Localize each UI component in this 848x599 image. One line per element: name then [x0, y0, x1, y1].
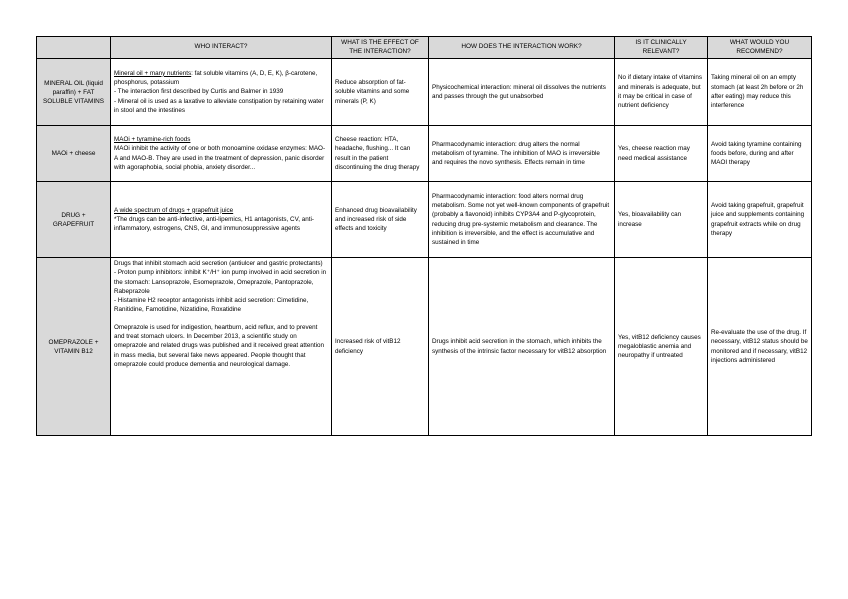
who-line: - Mineral oil is used as a laxative to alleviate constipation by retaining water in stool and the intestines: [114, 97, 324, 114]
who-title: MAOi + tyramine-rich foods: [114, 135, 191, 143]
header-effect: WHAT IS THE EFFECT OF THE INTERACTION?: [332, 37, 429, 59]
recommend-cell: Re-evaluate the use of the drug. If necessary, vitB12 status should be monitored and if necessary, vitB12 injections administered: [708, 258, 812, 436]
who-cell: [111, 126, 332, 182]
recommend-cell: Avoid taking grapefruit, grapefruit juice and supplements containing grapefruit extracts while on drug therapy: [708, 182, 812, 258]
relevant-cell: Yes, bioavailability can increase: [615, 182, 708, 258]
who-line: Drugs that inhibit stomach acid secretion (antiulcer and gastric protectants): [114, 260, 323, 267]
header-row: [37, 37, 812, 59]
who-line: - Proton pump inhibitors: inhibit K⁺/H⁺ ion pump involved in acid secretion in the stomach: Lansoprazole, Esomeprazole, Omeprazole, Pantoprazole, Rabeprazole: [114, 269, 327, 295]
who-line: MAOi inhibit the activity of one or both monoamine oxidase enzymes: MAO-A and MAO-B. They are used in the treatment of depression, panic disorder with agoraphobia, social phobia, anxiety disorder...: [114, 145, 326, 171]
effect-cell: Increased risk of vitB12 deficiency: [332, 258, 429, 436]
who-cell: [111, 182, 332, 258]
relevant-cell: Yes, vitB12 deficiency causes megaloblastic anemia and neuropathy if untreated: [615, 258, 708, 436]
relevant-cell: Yes, cheese reaction may need medical assistance: [615, 126, 708, 182]
who-line: - Histamine H2 receptor antagonists inhibit acid secretion: Cimetidine, Ranitidine, Famotidine, Nizatidine, Roxatidine: [114, 297, 309, 314]
table-row: [37, 126, 812, 182]
who-extra-paragraph: Omeprazole is used for indigestion, heartburn, acid reflux, and to prevent and treat stomach ulcers. In December 2013, a scientific study on omeprazole and related drugs was published and it received great attention in mass media, but several fake news appeared. People thought that omeprazole could produce dementia and neurological damage.: [114, 323, 325, 368]
who-cell: [111, 59, 332, 126]
who-cell: [111, 258, 332, 436]
who-title: Mineral oil + many nutrients: [114, 69, 192, 77]
relevant-cell: No if dietary intake of vitamins and minerals is adequate, but it may be critical in case of nutrient deficiency: [615, 59, 708, 126]
who-title: A wide spectrum of drugs + grapefruit juice: [114, 206, 234, 214]
header-corner-cell: [37, 37, 111, 59]
how-cell: Drugs inhibit acid secretion in the stomach, which inhibits the synthesis of the intrinsic factor necessary for vitB12 absorption: [429, 258, 615, 436]
who-line: : fat soluble vitamins (A, D, E, K), β-carotene, phosphorus, potassium: [114, 69, 318, 87]
row-label: MINERAL OIL (liquid paraffin) + FAT SOLUBLE VITAMINS: [37, 59, 111, 126]
how-cell: Pharmacodynamic interaction: drug alters the normal metabolism of tyramine. The inhibition of MAO is irreversible and requires the novo synthesis. Effects remain in time: [429, 126, 615, 182]
effect-cell: Reduce absorption of fat-soluble vitamins and some minerals (P, K): [332, 59, 429, 126]
who-line: *The drugs can be anti-infective, anti-lipemics, H1 antagonists, CV, anti-inflammatory, estrogens, CNS, GI, and immunosuppressive agents: [114, 215, 314, 233]
row-label: DRUG + GRAPEFRUIT: [37, 182, 111, 258]
header-clinically-relevant: IS IT CLINICALLY RELEVANT?: [615, 37, 708, 59]
row-label: OMEPRAZOLE + VITAMIN B12: [37, 258, 111, 436]
how-cell: Physicochemical interaction: mineral oil dissolves the nutrients and passes through the gut unabsorbed: [429, 59, 615, 126]
table-row: [37, 258, 812, 436]
header-who-interact: WHO INTERACT?: [111, 37, 332, 59]
recommend-cell: Taking mineral oil on an empty stomach (at least 2h before or 2h after eating) may reduce this interference: [708, 59, 812, 126]
table-row: [37, 182, 812, 258]
header-recommendation: WHAT WOULD YOU RECOMMEND?: [708, 37, 812, 59]
who-line: - The interaction first described by Curtis and Balmer in 1939: [114, 88, 284, 96]
effect-cell: Enhanced drug bioavailability and increased risk of side effects and toxicity: [332, 182, 429, 258]
how-cell: Pharmacodynamic interaction: food alters normal drug metabolism. Some not yet well-known components of grapefruit (probably a flavonoid) inhibits CYP3A4 and P-glycoprotein, reducing drug pre-systemic metabolism and clearance. The inhibition is irreversible, and the effect is accumulative and sustained in time: [429, 182, 615, 258]
drug-interaction-table: [36, 36, 812, 436]
effect-cell: Cheese reaction: HTA, headache, flushing... It can result in the patient discontinuing the drug therapy: [332, 126, 429, 182]
table-row: [37, 59, 812, 126]
row-label: MAOi + cheese: [37, 126, 111, 182]
who-paragraph: [114, 69, 328, 88]
header-how-it-works: HOW DOES THE INTERACTION WORK?: [429, 37, 615, 59]
recommend-cell: Avoid taking tyramine containing foods before, during and after MAOI therapy: [708, 126, 812, 182]
